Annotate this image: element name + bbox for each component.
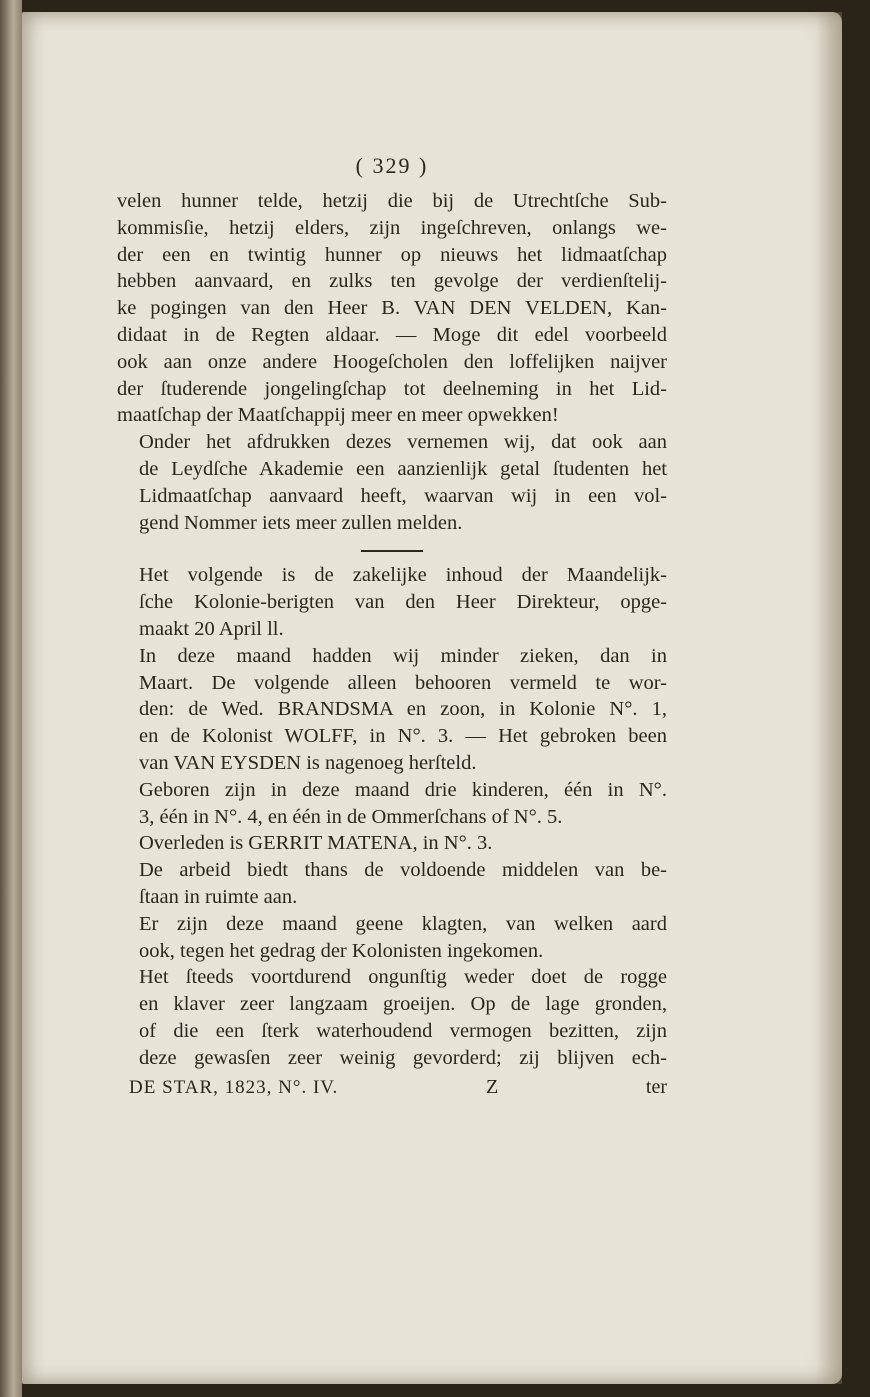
- text-line: ſche Kolonie-berigten van den Heer Direkteur, opge-: [139, 591, 667, 614]
- paragraph-7: [117, 857, 667, 911]
- paragraph-5: [117, 777, 667, 831]
- text-line: 3, één in N°. 4, en één in de Ommerſchans of N°. 5.: [139, 805, 563, 828]
- text-line: den: de Wed. BRANDSMA en zoon, in Kolonie N°. 1,: [139, 698, 667, 721]
- text-line: der ſtuderende jongelingſchap tot deelneming in het Lid-: [117, 377, 667, 400]
- page-edge-shadow: [816, 12, 842, 1384]
- text-line: Geboren zijn in deze maand drie kinderen, één in N°.: [139, 778, 667, 801]
- paragraph-9: [117, 964, 667, 1071]
- text-line: deze gewasſen zeer weinig gevorderd; zij blijven ech-: [139, 1046, 667, 1069]
- text-line: ook aan onze andere Hoogeſcholen den loffelijken naijver: [117, 350, 667, 373]
- text-line: ook, tegen het gedrag der Kolonisten ingekomen.: [139, 939, 544, 962]
- text-line: ke pogingen van den Heer B. VAN DEN VELDEN, Kan-: [117, 297, 667, 320]
- text-line: Het volgende is de zakelijke inhoud der Maandelijk-: [139, 564, 667, 587]
- text-line: maakt 20 April ll.: [139, 617, 284, 640]
- paragraph-6: [117, 830, 667, 857]
- text-line: en klaver zeer langzaam groeijen. Op de lage gronden,: [139, 993, 667, 1016]
- text-line: In deze maand hadden wij minder zieken, dan in: [139, 644, 667, 667]
- book-page: [22, 12, 842, 1384]
- signature-line: DE STAR, 1823, N°. IV.: [129, 1076, 339, 1098]
- text-line: De arbeid biedt thans de voldoende middelen van be-: [139, 859, 667, 882]
- text-line: Het ſteeds voortdurend ongunſtig weder doet de rogge: [139, 966, 667, 989]
- text-line: Overleden is GERRIT MATENA, in N°. 3.: [139, 832, 493, 855]
- page-number: ( 329 ): [355, 153, 429, 178]
- facing-page-edge: [0, 0, 22, 1397]
- paragraph-3: [117, 562, 667, 642]
- text-line: velen hunner telde, hetzij die bij de Utrechtſche Sub-: [117, 190, 667, 212]
- text-line: ſtaan in ruimte aan.: [139, 885, 298, 908]
- paragraph-8: [117, 911, 667, 965]
- paragraph-2: [117, 429, 667, 536]
- text-line: hebben aanvaard, en zulks ten gevolge der verdienſtelij-: [117, 270, 667, 293]
- text-block: [117, 152, 667, 1101]
- text-line: Lidmaatſchap aanvaard heeft, waarvan wij in een vol-: [139, 484, 667, 507]
- text-line: van VAN EYSDEN is nagenoeg herſteld.: [139, 751, 477, 774]
- catchword: ter: [645, 1075, 667, 1098]
- text-line: maatſchap der Maatſchappij meer en meer opwekken!: [117, 404, 559, 427]
- signature-mark: Z: [485, 1075, 499, 1098]
- paragraph-4: [117, 643, 667, 777]
- text-line: gend Nommer iets meer zullen melden.: [139, 511, 463, 534]
- text-line: kommisſie, hetzij elders, zijn ingeſchreven, onlangs we-: [117, 216, 667, 239]
- paragraph-1: [117, 188, 667, 429]
- text-line: Maart. De volgende alleen behooren vermeld te wor-: [139, 671, 667, 694]
- page-footer: [117, 1074, 667, 1102]
- text-line: de Leydſche Akademie een aanzienlijk getal ſtudenten het: [139, 457, 667, 480]
- text-line: Er zijn deze maand geene klagten, van welken aard: [139, 912, 667, 935]
- text-line: der een en twintig hunner op nieuws het lidmaatſchap: [117, 243, 667, 266]
- text-line: en de Kolonist WOLFF, in N°. 3. — Het gebroken been: [139, 725, 667, 748]
- text-line: Onder het afdrukken dezes vernemen wij, dat ook aan: [139, 431, 667, 454]
- text-line: of die een ſterk waterhoudend vermogen bezitten, zijn: [139, 1019, 667, 1042]
- section-divider: [361, 550, 423, 552]
- text-line: didaat in de Regten aldaar. — Moge dit edel voorbeeld: [117, 323, 667, 346]
